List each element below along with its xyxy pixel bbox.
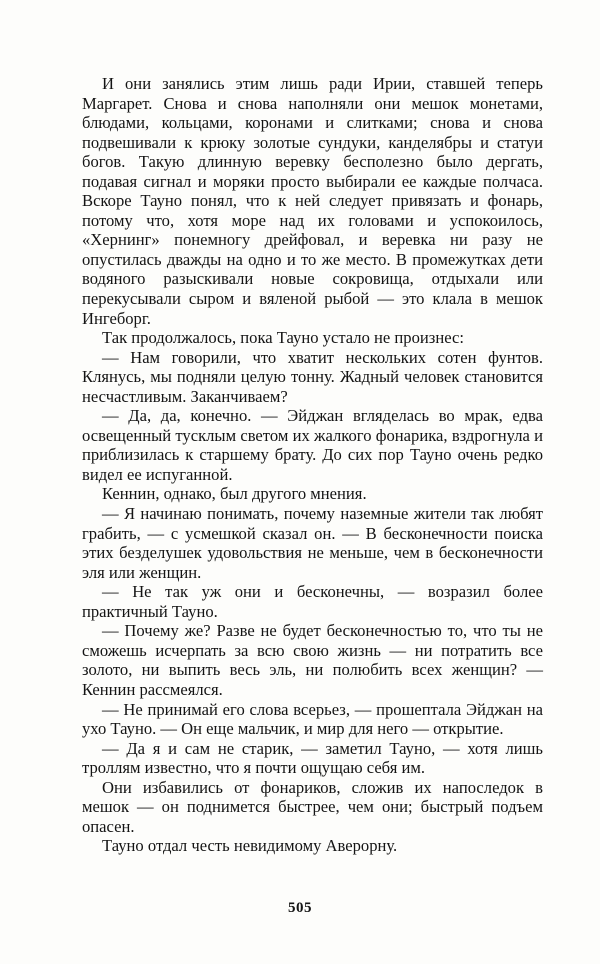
- paragraph-4: — Да, да, конечно. — Эйджан вгляделась во мрак, едва освещенный тусклым светом их жалкого фонарика, вздрогнула и приблизилась к старшему брату. До сих пор Тауно очень редко видел ее испуганной.: [82, 406, 543, 484]
- page-text: [82, 74, 543, 856]
- paragraph-12: Тауно отдал честь невидимому Аверорну.: [102, 836, 398, 856]
- paragraph-1: И они занялись этим лишь ради Ирии, ставшей теперь Маргарет. Снова и снова наполняли они мешок монетами, блюдами, кольцами, коронами и слитками; снова и снова подвешивали к крюку золотые сундуки, канделябры и статуи богов. Такую длинную веревку бесполезно было дергать, подавая сигнал и моряки просто выбирали ее каждые полчаса. Вскоре Тауно понял, что к ней следует привязать и фонарь, потому что, хотя море над их головами и успокоилось, «Хернинг» понемногу дрейфовал, и веревка ни разу не опустилась дважды на одно и то же место. В промежутках дети водяного разыскивали новые сокровища, отдыхали или перекусывали сыром и вяленой рыбой — это клала в мешок Ингеборг.: [82, 74, 543, 328]
- paragraph-11: Они избавились от фонариков, сложив их напоследок в мешок — он поднимется быстрее, чем они; быстрый подъем опасен.: [82, 777, 543, 836]
- paragraph-2: Так продолжалось, пока Тауно устало не произнес:: [102, 328, 464, 348]
- paragraph-5: Кеннин, однако, был другого мнения.: [102, 484, 367, 504]
- paragraph-8: — Почему же? Разве не будет бесконечностью то, что ты не сможешь исчерпать за всю свою жизнь — ни потратить все золото, ни выпить весь эль, ни полюбить всех женщин? — Кеннин рассмеялся.: [82, 621, 543, 699]
- paragraph-3: — Нам говорили, что хватит нескольких сотен фунтов. Клянусь, мы подняли целую тонну. Жадный человек становится несчастливым. Заканчиваем?: [82, 347, 543, 406]
- paragraph-7: — Не так уж они и бесконечны, — возразил более практичный Тауно.: [82, 582, 543, 621]
- paragraph-9: — Не принимай его слова всерьез, — прошептала Эйджан на ухо Тауно. — Он еще мальчик, и мир для него — открытие.: [82, 699, 543, 739]
- page-number: 505: [288, 900, 312, 916]
- paragraph-10: — Да я и сам не старик, — заметил Тауно, — хотя лишь троллям известно, что я почти ощущаю себя им.: [82, 738, 543, 778]
- paragraph-6: — Я начинаю понимать, почему наземные жители так любят грабить, — с усмешкой сказал он. — В бесконечности поиска этих безделушек удовольствия не меньше, чем в бесконечности эля или женщин.: [82, 504, 543, 582]
